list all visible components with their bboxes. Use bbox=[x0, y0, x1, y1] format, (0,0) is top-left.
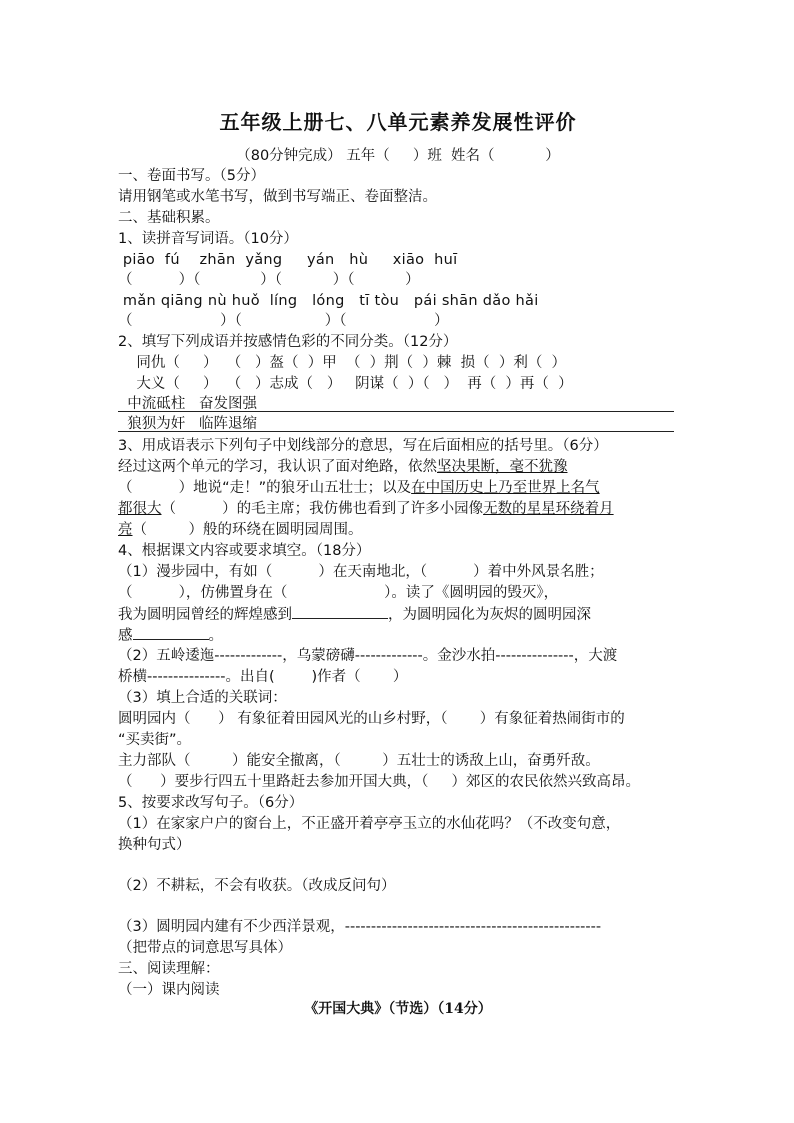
q4-p3-line3[interactable]: 主力部队（ ）能安全撤离，（ ）五壮士的诱敌上山，奋勇歼敌。 bbox=[118, 753, 600, 769]
answer-blank[interactable] bbox=[133, 625, 209, 640]
text: （ ）地说“走！”的狼牙山五壮士；以及 bbox=[118, 480, 412, 496]
page-title: 五年级上册七、八单元素养发展性评价 bbox=[219, 110, 577, 134]
q4-heading: 4、根据课文内容或要求填空。（18分） bbox=[118, 543, 371, 559]
text: 我为圆明园曾经的辉煌感到 bbox=[118, 607, 292, 623]
q1-pinyin-row2: mǎn qiāng nù huǒ líng lóng tī tòu pái shān dǎo hǎi bbox=[118, 293, 539, 309]
q4-p3-line4[interactable]: （ ）要步行四五十里路赶去参加开国大典，（ ）郊区的农民依然兴致高昂。 bbox=[118, 774, 640, 790]
q4-p1-line1[interactable]: （1）漫步园中，有如（ ）在天南地北，（ ）着中外风景名胜； bbox=[118, 564, 604, 580]
q2-classify-row1: 中流砥柱 奋发图强 bbox=[118, 396, 258, 412]
underlined-phrase: 无数的星星环绕着月 bbox=[483, 501, 614, 517]
q1-brackets-row2[interactable]: （ ）（ ）（ ） bbox=[118, 313, 449, 329]
q4-p3-line2: “买卖街”。 bbox=[118, 732, 192, 748]
q4-p2-line1[interactable]: （2）五岭逶迤-------------，乌蒙磅礴-------------。金沙水拍---------------，大渡 bbox=[118, 648, 618, 664]
q4-p1-line2[interactable]: （ ），仿佛置身在（ ）。读了《圆明园的毁灭》， bbox=[118, 585, 559, 601]
underlined-phrase: 都很大 bbox=[118, 501, 162, 517]
q5-item3-line1[interactable]: （3）圆明园内建有不少西洋景观，------------------------------------------------- bbox=[118, 919, 602, 935]
q5-item1-line2: 换种句式） bbox=[118, 837, 191, 853]
q3-line4[interactable] bbox=[118, 520, 678, 540]
q4-p3-heading: （3）填上合适的关联词： bbox=[118, 690, 287, 706]
q1-pinyin-row1: piāo fú zhān yǎng yán hù xiāo huī bbox=[118, 252, 458, 268]
q2-idiom-row1[interactable]: 同仇（ ） （ ）盔（ ）甲 （ ）荆（ ）棘 损（ ）利（ ） bbox=[118, 355, 567, 371]
section1-heading: 一、卷面书写。（5分） bbox=[118, 168, 265, 184]
q1-brackets-row1[interactable]: （ ）（ ）（ ）（ ） bbox=[118, 272, 420, 288]
text: （ ）的毛主席；我仿佛也看到了许多小园像 bbox=[161, 501, 484, 517]
divider-line bbox=[118, 411, 674, 412]
text: 经过这两个单元的学习，我认识了面对绝路，依然 bbox=[118, 459, 437, 475]
q3-line1 bbox=[118, 457, 678, 477]
subtitle: （80分钟完成） 五年（ ）班 姓名（ ） bbox=[236, 148, 560, 164]
text: ，为圆明园化为灰烬的圆明园深 bbox=[388, 607, 591, 623]
section3-heading: 三、阅读理解： bbox=[118, 961, 220, 977]
underlined-phrase: 在中国历史上乃至世界上名气 bbox=[411, 480, 600, 496]
q5-item2: （2）不耕耘，不会有收获。（改成反问句） bbox=[118, 878, 396, 894]
underlined-phrase: 亮 bbox=[118, 522, 133, 538]
underlined-phrase: 坚决果断，毫不犹豫 bbox=[437, 459, 568, 475]
q5-item3-line2: （把带点的词意思写具体） bbox=[118, 940, 292, 956]
passage-title: 《开国大典》（节选）（14分） bbox=[304, 1001, 492, 1017]
q5-item1-line1: （1）在家家户户的窗台上，不正盛开着亭亭玉立的水仙花吗？（不改变句意， bbox=[118, 816, 621, 832]
q4-p1-line4[interactable] bbox=[118, 625, 678, 646]
q2-classify-row2: 狼狈为奸 临阵退缩 bbox=[118, 416, 258, 432]
section2-heading: 二、基础积累。 bbox=[118, 210, 220, 226]
section3-sub: （一）课内阅读 bbox=[118, 982, 220, 998]
divider-line bbox=[118, 431, 674, 432]
q4-p1-line3[interactable] bbox=[118, 604, 678, 625]
q2-heading: 2、填写下列成语并按感情色彩的不同分类。（12分） bbox=[118, 334, 458, 350]
q5-heading: 5、按要求改写句子。（6分） bbox=[118, 795, 304, 811]
answer-blank[interactable] bbox=[292, 604, 388, 619]
q4-p2-line2[interactable]: 桥横---------------。出自( )作者（ ） bbox=[118, 669, 408, 685]
q4-p3-line1[interactable]: 圆明园内（ ） 有象征着田园风光的山乡村野，（ ）有象征着热闹街市的 bbox=[118, 711, 625, 727]
q1-heading: 1、读拼音写词语。（10分） bbox=[118, 231, 298, 247]
section1-text: 请用钢笔或水笔书写，做到书写端正、卷面整洁。 bbox=[118, 189, 437, 205]
q2-idiom-row2[interactable]: 大义（ ） （ ）志成（ ） 阴谋（ ）（ ） 再（ ）再（ ） bbox=[118, 376, 573, 392]
q3-heading: 3、用成语表示下列句子中划线部分的意思，写在后面相应的括号里。（6分） bbox=[118, 438, 608, 454]
text: 。 bbox=[208, 628, 223, 644]
text: 感 bbox=[118, 628, 133, 644]
text: （ ）般的环绕在圆明园周围。 bbox=[132, 522, 363, 538]
q3-line3[interactable] bbox=[118, 499, 678, 519]
q3-line2[interactable] bbox=[118, 478, 678, 498]
